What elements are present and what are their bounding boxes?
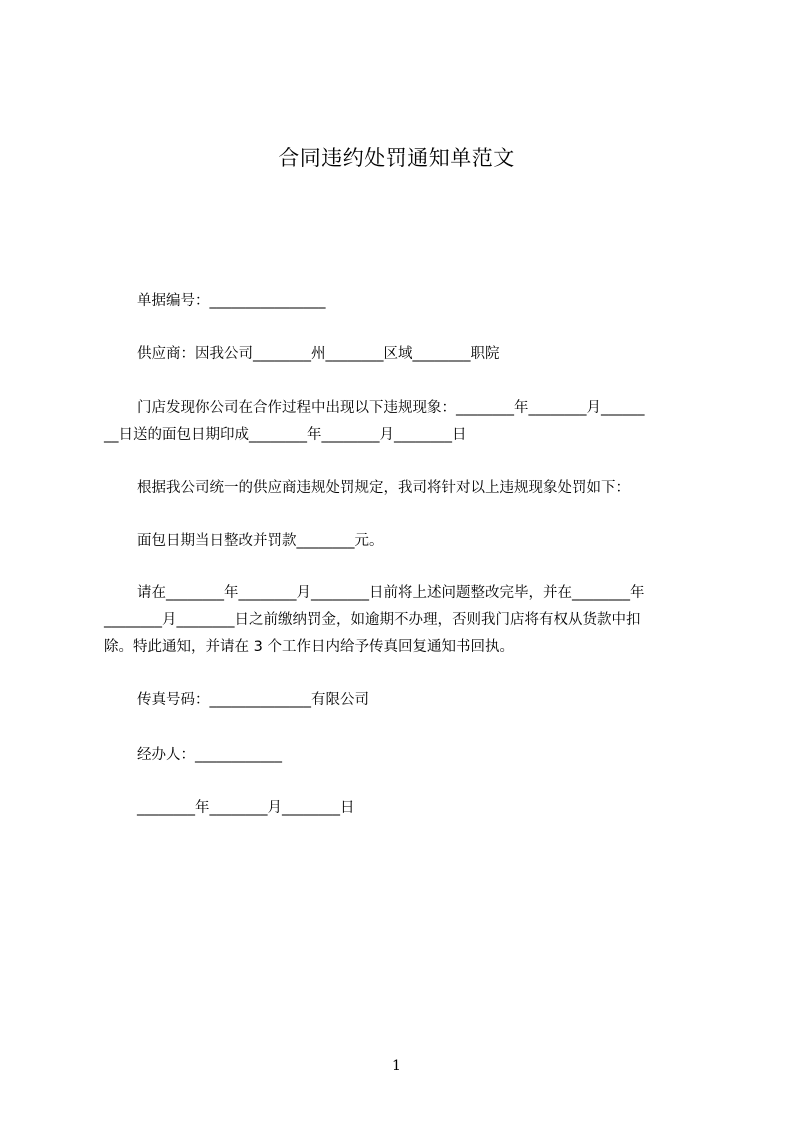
deadline-line-2: ________月________日之前缴纳罚金，如逾期不办理，否则我门店将有权从货款中扣 <box>104 612 641 628</box>
doc-number-line: 单据编号：________________ <box>137 293 326 309</box>
penalty-basis-line: 根据我公司统一的供应商违规处罚规定，我司将针对以上违规现象处罚如下： <box>137 480 630 496</box>
deadline-line-3: 除。特此通知，并请在 3 个工作日内给予传真回复通知书回执。 <box>104 639 514 655</box>
deadline-line-1: 请在________年________月________日前将上述问题整改完毕，并在________年 <box>137 585 645 601</box>
penalty-detail-line: 面包日期当日整改并罚款________元。 <box>137 533 384 549</box>
supplier-line: 供应商：因我公司________州________区域________职院 <box>137 346 500 362</box>
handler-line: 经办人：____________ <box>137 747 282 763</box>
document-title: 合同违约处罚通知单范文 <box>278 146 515 170</box>
date-line: ________年________月________日 <box>137 800 355 816</box>
fax-number-line: 传真号码：______________有限公司 <box>137 692 369 708</box>
violation-line-2: __日送的面包日期印成________年________月________日 <box>104 427 467 443</box>
violation-line-1: 门店发现你公司在合作过程中出现以下违规现象：________年________月______ <box>137 400 645 416</box>
page-number: 1 <box>392 1058 401 1074</box>
